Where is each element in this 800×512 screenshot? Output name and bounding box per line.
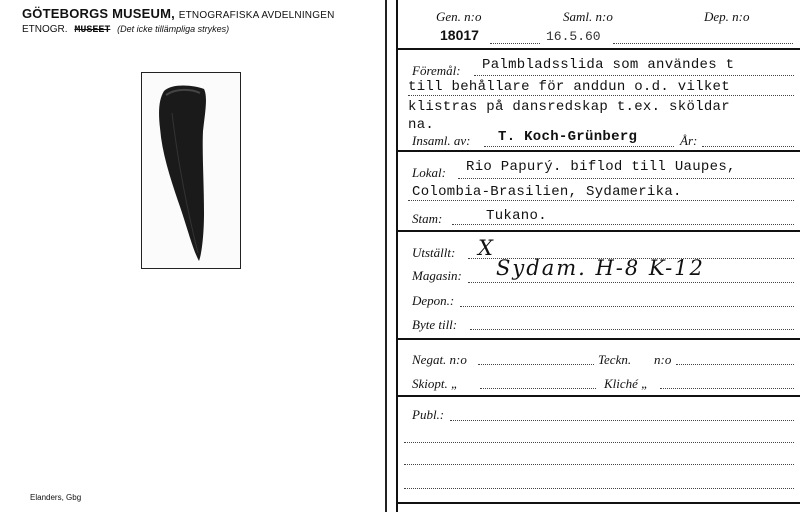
publ-dots-2: [404, 442, 794, 443]
museum-heading: [22, 6, 335, 21]
foremal-line-2: till behållare för anddun o.d. vilket: [408, 79, 730, 95]
stam-value: Tukano.: [486, 208, 547, 224]
utstallt-value: X: [478, 236, 495, 260]
strike-note: (Det icke tillämpliga strykes): [117, 24, 230, 34]
skiopt-dots: [480, 388, 596, 389]
insaml-value: T. Koch-Grünberg: [498, 129, 638, 145]
bottom-rule: [398, 502, 800, 504]
object-photo: [141, 72, 241, 269]
teckn-dots: [676, 364, 794, 365]
museum-name: GÖTEBORGS MUSEUM,: [22, 6, 175, 21]
stam-label: Stam:: [412, 211, 443, 226]
saml-no-dots: [613, 43, 793, 44]
skiopt-label: Skiopt. „: [412, 376, 459, 391]
publ-dots-3: [404, 464, 794, 465]
byte-dots: [470, 329, 794, 330]
etnogr-label: ETNOGR.: [22, 24, 68, 35]
utstallt-label: Utställt:: [412, 245, 456, 260]
teckn-label: Teckn.: [598, 352, 632, 367]
stam-dots: [452, 224, 794, 225]
magasin-dots: [468, 282, 794, 283]
ar-dots: [702, 146, 794, 147]
depon-label: Depon.:: [412, 293, 455, 308]
saml-no-value: 16.5.60: [546, 29, 601, 44]
byte-rule: [398, 338, 800, 340]
skiopt-rule: [398, 395, 800, 397]
lokal-line-1: Rio Papurý. biflod till Uaupes,: [466, 159, 736, 175]
insaml-rule: [398, 150, 800, 152]
printer-mark: Elanders, Gbg: [30, 493, 82, 502]
foremal-dots-1: [474, 75, 794, 76]
palm-leaf-sheath-image: [142, 73, 240, 268]
foremal-line-4: na.: [408, 117, 435, 133]
foremal-label: Föremål:: [412, 63, 461, 78]
stam-rule: [398, 230, 800, 232]
publ-label: Publ.:: [412, 407, 445, 422]
foremal-dots-2: [408, 95, 794, 96]
etnogr-line: [22, 24, 229, 36]
lokal-dots-1: [458, 178, 794, 179]
gen-no-dots: [490, 43, 540, 44]
magasin-label: Magasin:: [412, 268, 462, 283]
gen-no-value: 18017: [440, 27, 479, 43]
foremal-line-3: klistras på dansredskap t.ex. sköldar: [408, 99, 730, 115]
kliche-label: Kliché „: [604, 376, 649, 391]
dep-no-label: Dep. n:o: [704, 9, 750, 24]
publ-dots-1: [450, 420, 794, 421]
magasin-value: Sydam. H-8 K-12: [496, 256, 705, 280]
lokal-line-2: Colombia-Brasilien, Sydamerika.: [412, 184, 682, 200]
gen-no-label: Gen. n:o: [436, 9, 482, 24]
depon-dots: [460, 306, 794, 307]
byte-label: Byte till:: [412, 317, 458, 332]
insaml-dots: [484, 146, 674, 147]
department-name: ETNOGRAFISKA AVDELNINGEN: [178, 10, 335, 21]
negat-dots: [478, 364, 594, 365]
card-edge: [385, 0, 387, 512]
insaml-label: Insaml. av:: [412, 133, 471, 148]
foremal-line-1: Palmbladsslida som användes t: [482, 57, 735, 73]
struck-word: MUSEET: [74, 25, 111, 36]
header-rule: [398, 48, 800, 50]
catalogue-card: [396, 0, 800, 512]
negat-label: Negat. n:o: [412, 352, 467, 367]
kliche-dots: [660, 388, 794, 389]
publ-dots-4: [404, 488, 794, 489]
lokal-label: Lokal:: [412, 165, 446, 180]
teckn-no-label: n:o: [654, 352, 672, 367]
lokal-dots-2: [408, 200, 794, 201]
ar-label: År:: [680, 133, 698, 148]
saml-no-label: Saml. n:o: [563, 9, 613, 24]
